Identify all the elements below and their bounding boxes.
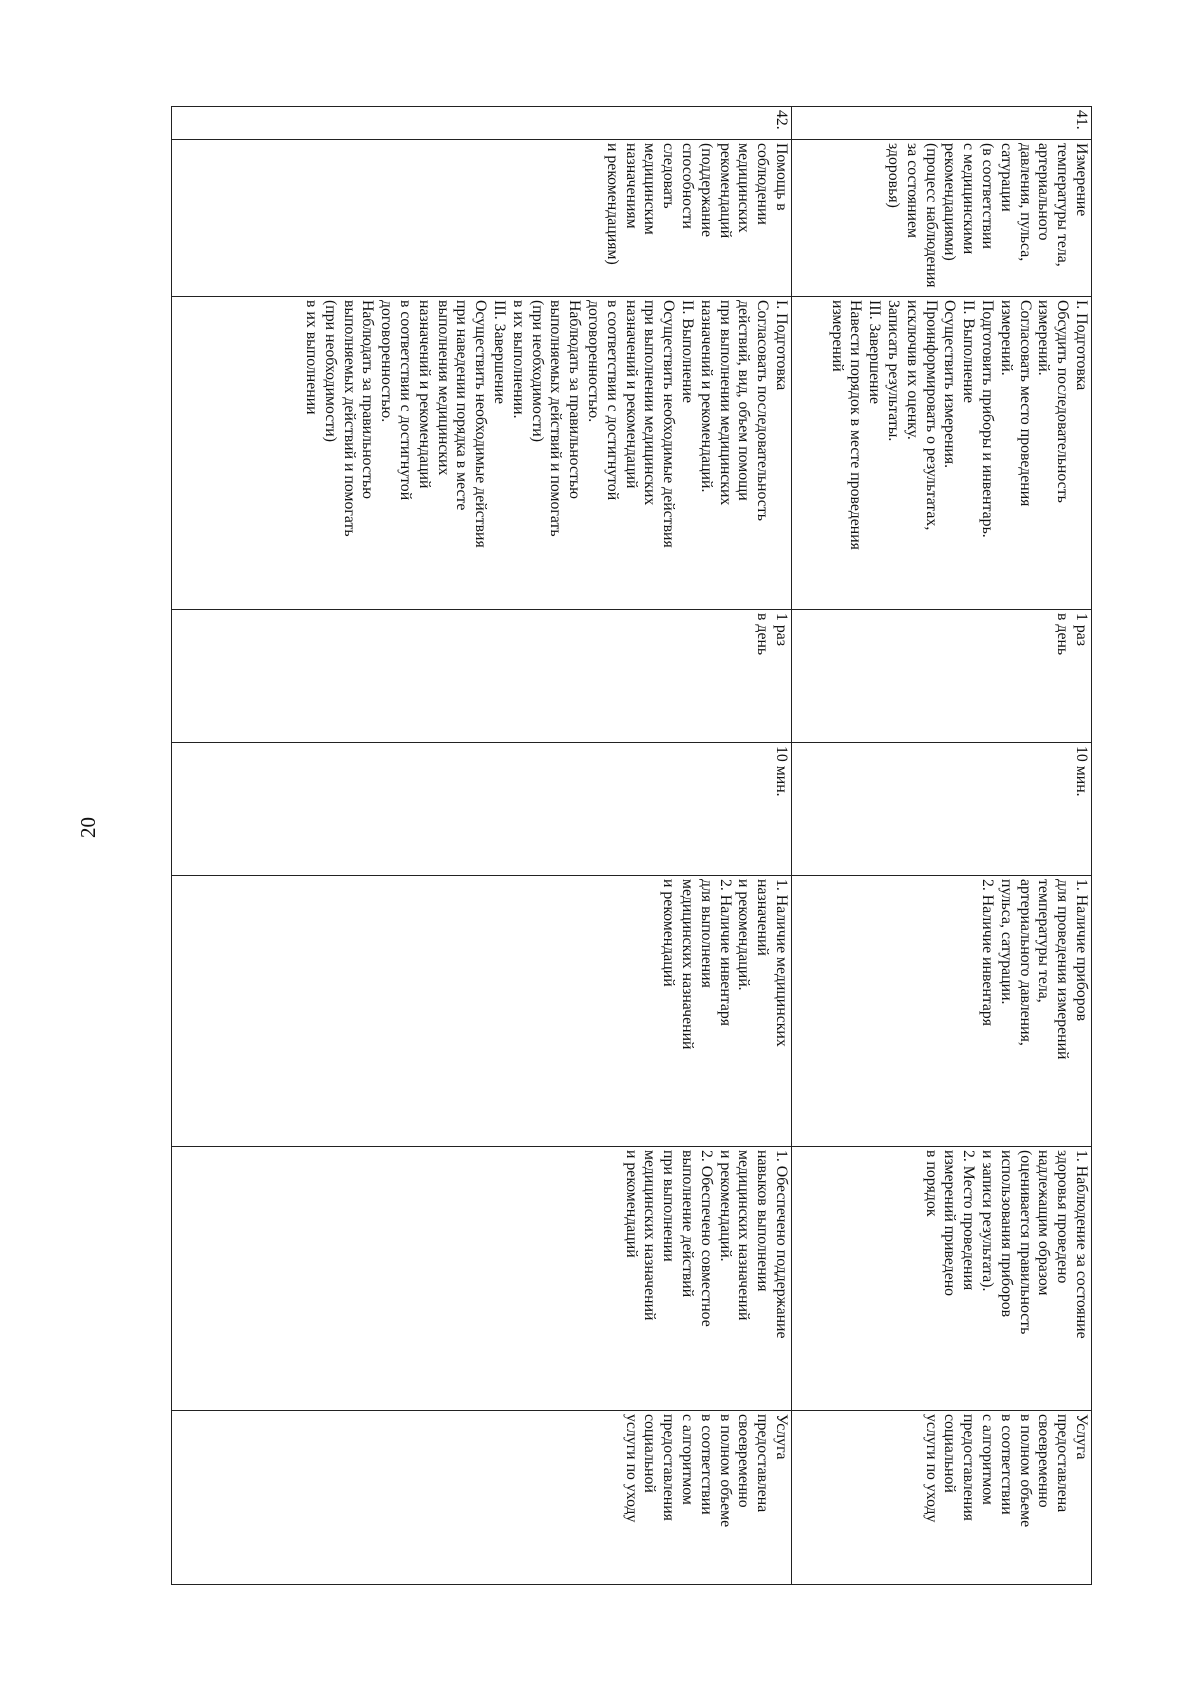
frequency-cell: 1 раз в день xyxy=(792,610,1092,743)
table-row xyxy=(792,107,1092,1585)
service-standards-table xyxy=(171,106,1092,1585)
result-cell: Услуга предоставлена своевременно в полном объеме в соответствии с алгоритмом предоставления социальной услуги по уходу xyxy=(172,1411,792,1585)
result-cell: Услуга предоставлена своевременно в полном объеме в соответствии с алгоритмом предоставления социальной услуги по уходу xyxy=(792,1411,1092,1585)
conditions-cell: 1. Наличие медицинских назначений и рекомендаций. 2. Наличие инвентаря для выполнения медицинских назначений и рекомендаций xyxy=(172,876,792,1147)
rotated-table-wrapper xyxy=(172,106,1092,1584)
service-name-cell: Помощь в соблюдении медицинских рекомендаций (поддержание способности следовать медицинским назначениям и рекомендациям) xyxy=(172,140,792,297)
table-row xyxy=(172,107,792,1585)
page-number: 20 xyxy=(76,817,100,838)
frequency-cell: 1 раз в день xyxy=(172,610,792,743)
duration-cell: 10 мин. xyxy=(792,743,1092,876)
procedure-cell: I. Подготовка Обсудить последовательность измерений. Согласовать место проведения измерений. Подготовить приборы и инвентарь. II. Выполнение Осуществить измерения. Проинформировать о результатах, исключив их оценку. Записать результаты. III. Завершение Навести порядок в месте проведения измерений xyxy=(792,297,1092,610)
service-name-cell: Измерение температуры тела, артериального давления, пульса, сатурации (в соответствии с медицинскими рекомендациями) (процесс наблюдения за состоянием здоровья) xyxy=(792,140,1092,297)
procedure-cell: I. Подготовка Согласовать последовательность действий, вид, объем помощи при выполнении медицинских назначений и рекомендаций. II. Выполнение Осуществить необходимые действия при выполнении медицинских назначений и рекомендаций в соответствии с достигнутой договоренностью. Наблюдать за правильностью выполняемых действий и помогать (при необходимости) в их выполнении. III. Завершение Осуществить необходимые действия при наведении порядка в месте выполнения медицинских назначений и рекомендаций в соответствии с достигнутой договоренностью. Наблюдать за правильностью выполняемых действий и помогать (при необходимости) в их выполнении xyxy=(172,297,792,610)
duration-cell: 10 мин. xyxy=(172,743,792,876)
row-number: 42. xyxy=(172,107,792,140)
row-number: 41. xyxy=(792,107,1092,140)
conditions-cell: 1. Наличие приборов для проведения измерений температуры тела, артериального давления, пульса, сатурации. 2. Наличие инвентаря xyxy=(792,876,1092,1147)
quality-cell: 1. Обеспечено поддержание навыков выполнения медицинских назначений и рекомендаций. 2. Обеспечено совместное выполнение действий при выполнении медицинских назначений и рекомендаций xyxy=(172,1147,792,1411)
quality-cell: 1. Наблюдение за состояние здоровья проведено надлежащим образом (оценивается правильность использования приборов и записи результата). 2. Место проведения измерений приведено в порядок xyxy=(792,1147,1092,1411)
